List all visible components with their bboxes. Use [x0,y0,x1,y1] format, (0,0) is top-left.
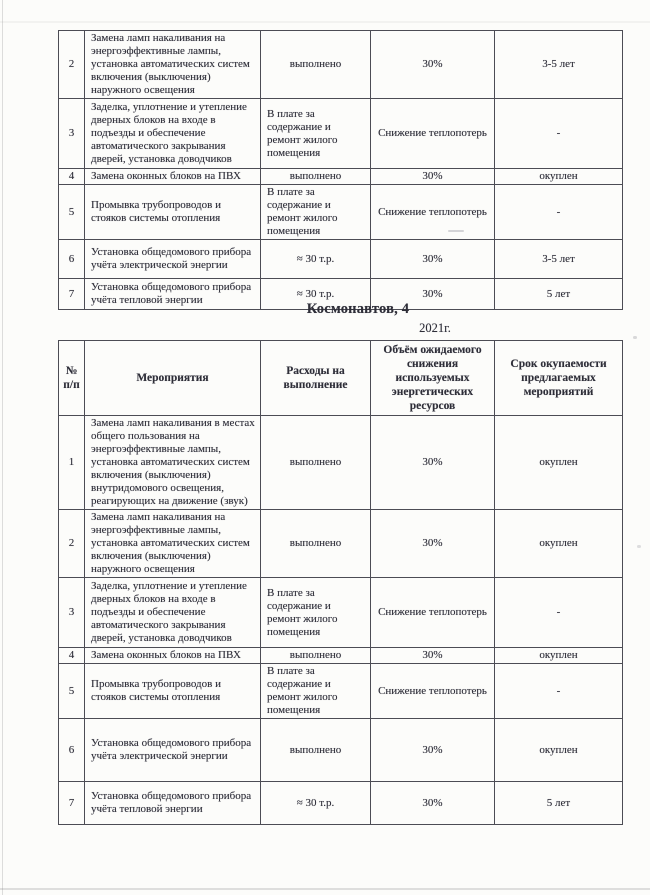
cell-reduction: Снижение теплопотерь [371,578,495,648]
cell-reduction: 30% [371,510,495,578]
table-row [59,510,623,578]
cell-payback: окуплен [495,510,623,578]
cell-row-number: 6 [59,240,85,279]
cell-measure: Установка общедомового прибора учёта электрической энергии [85,240,261,279]
scan-artifact-speck [637,545,641,548]
cell-measure: Установка общедомового прибора учёта электрической энергии [85,719,261,782]
cell-payback: 3-5 лет [495,31,623,99]
cell-reduction: 30% [371,648,495,664]
table-row [59,31,623,99]
cell-payback: - [495,99,623,169]
cell-reduction: 30% [371,169,495,185]
cell-reduction: 30% [371,240,495,279]
table-row [59,782,623,825]
cell-cost: выполнено [261,719,371,782]
cell-cost: В плате за содержание и ремонт жилого помещения [261,578,371,648]
cell-cost: ≈ 30 т.р. [261,782,371,825]
cell-payback: - [495,185,623,240]
cell-row-number: 7 [59,279,85,310]
cell-reduction: 30% [371,279,495,310]
cell-payback: - [495,578,623,648]
cell-row-number: 6 [59,719,85,782]
cell-payback: окуплен [495,648,623,664]
cell-payback: окуплен [495,719,623,782]
cell-reduction: 30% [371,719,495,782]
scan-artifact-bottom-band [0,888,650,890]
cell-payback: - [495,664,623,719]
cell-reduction: Снижение теплопотерь [371,185,495,240]
cell-payback: окуплен [495,169,623,185]
cell-measure: Промывка трубопроводов и стояков системы отопления [85,185,261,240]
table-row [59,578,623,648]
cell-row-number: 5 [59,664,85,719]
cell-cost: В плате за содержание и ремонт жилого помещения [261,185,371,240]
table-row [59,648,623,664]
cell-cost: В плате за содержание и ремонт жилого помещения [261,664,371,719]
cell-cost: выполнено [261,169,371,185]
cell-measure: Замена ламп накаливания на энергоэффективные лампы, установка автоматических систем включения (выключения) наружного освещения [85,31,261,99]
table-row [59,719,623,782]
cell-measure: Замена ламп накаливания в местах общего пользования на энергоэффективные лампы, установка автоматических систем включения (выключения) внутридомового освещения, реагирующих на движение (звук) [85,416,261,510]
scan-artifact-speck [633,336,637,339]
column-header-cost: Расходы на выполнение [261,341,371,416]
cell-row-number: 3 [59,99,85,169]
section-title: Космонавтов, 4 [306,301,410,317]
cell-measure: Промывка трубопроводов и стояков системы отопления [85,664,261,719]
cell-reduction: 30% [371,782,495,825]
cell-row-number: 7 [59,782,85,825]
table-row [59,185,623,240]
cell-cost: выполнено [261,510,371,578]
cell-measure: Замена оконных блоков на ПВХ [85,169,261,185]
column-header-measures: Мероприятия [85,341,261,416]
cell-payback: 3-5 лет [495,240,623,279]
column-header-payback: Срок окупаемости предлагаемых мероприятий [495,341,623,416]
column-header-number: № п/п [59,341,85,416]
cell-reduction: 30% [371,31,495,99]
table-row [59,664,623,719]
cell-reduction: Снижение теплопотерь [371,99,495,169]
table-row [59,416,623,510]
cell-row-number: 2 [59,31,85,99]
cell-payback: окуплен [495,416,623,510]
cell-payback: 5 лет [495,782,623,825]
cell-row-number: 2 [59,510,85,578]
section-year: 2021г. [419,321,451,335]
scan-artifact-top-band [0,21,650,23]
cell-cost: В плате за содержание и ремонт жилого помещения [261,99,371,169]
continuation-measures-table [58,30,623,310]
table-row [59,169,623,185]
cell-row-number: 4 [59,648,85,664]
cell-measure: Установка общедомового прибора учёта тепловой энергии [85,782,261,825]
cell-measure: Установка общедомового прибора учёта тепловой энергии [85,279,261,310]
cell-measure: Заделка, уплотнение и утепление дверных блоков на входе в подъезды и обеспечение автоматического закрывания дверей, установка доводчиков [85,578,261,648]
cell-row-number: 4 [59,169,85,185]
column-header-reduction: Объём ожидаемого снижения используемых энергетических ресурсов [371,341,495,416]
cell-cost: выполнено [261,648,371,664]
cell-cost: ≈ 30 т.р. [261,240,371,279]
cell-measure: Замена оконных блоков на ПВХ [85,648,261,664]
cell-row-number: 3 [59,578,85,648]
cell-cost: выполнено [261,416,371,510]
table-row [59,99,623,169]
cell-measure: Заделка, уплотнение и утепление дверных блоков на входе в подъезды и обеспечение автоматического закрывания дверей, установка доводчиков [85,99,261,169]
cell-payback: 5 лет [495,279,623,310]
cell-measure: Замена ламп накаливания на энергоэффективные лампы, установка автоматических систем включения (выключения) наружного освещения [85,510,261,578]
cell-cost: ≈ 30 т.р. [261,279,371,310]
cell-reduction: 30% [371,416,495,510]
scan-artifact-left-edge [2,0,3,895]
cell-row-number: 5 [59,185,85,240]
cell-reduction: Снижение теплопотерь [371,664,495,719]
table-row [59,240,623,279]
table-header-row [59,341,623,416]
main-measures-table [58,340,623,825]
cell-cost: выполнено [261,31,371,99]
cell-row-number: 1 [59,416,85,510]
